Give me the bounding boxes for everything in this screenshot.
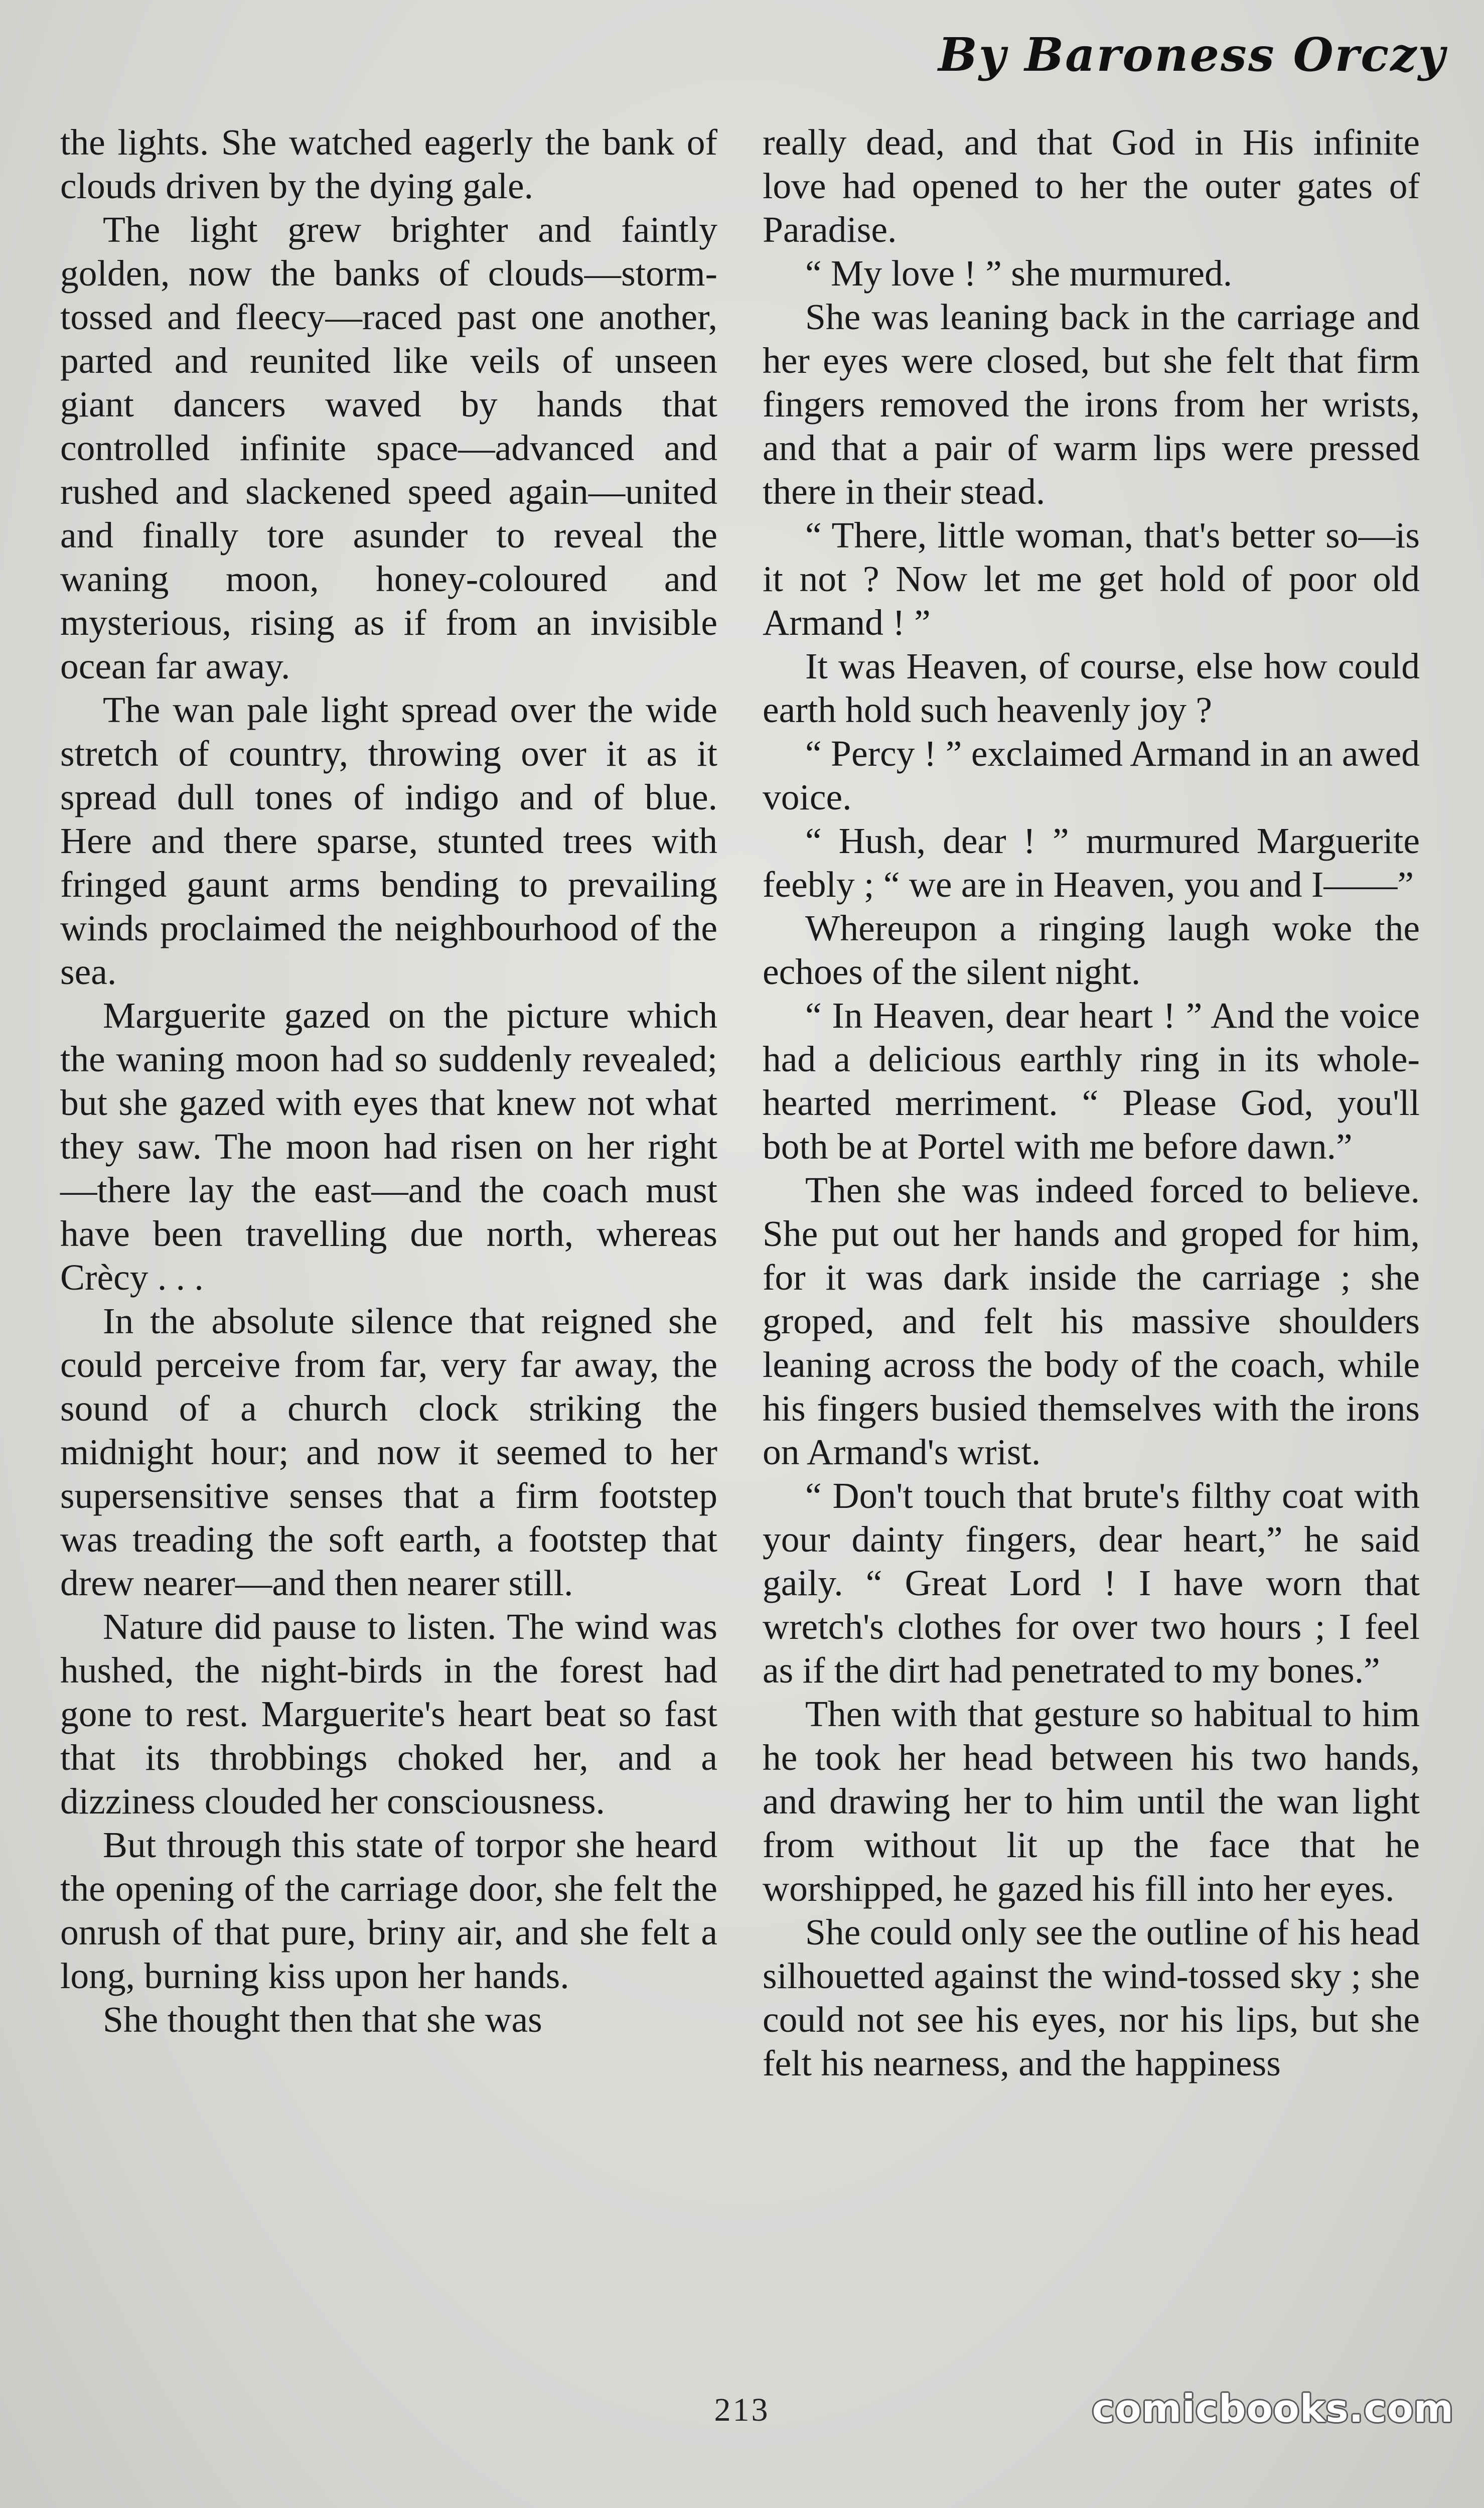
paragraph: Then she was indeed forced to believe. She put out her hands and groped for him, for it was dark inside the carriage ; she groped, and felt his massive shoulders leaning across the body of the coach, while his fingers busied themselves with the irons on Armand's wrist. bbox=[763, 1170, 1420, 1472]
paragraph: But through this state of torpor she heard the opening of the carriage door, she felt the onrush of that pure, briny air, and she felt a long, burning kiss upon her hands. bbox=[60, 1825, 717, 1996]
paragraph: “ There, little woman, that's better so—is it not ? Now let me get hold of poor old Armand ! ” bbox=[763, 515, 1420, 643]
author-byline: By Baroness Orczy bbox=[938, 28, 1446, 82]
paragraph: “ Percy ! ” exclaimed Armand in an awed voice. bbox=[763, 733, 1420, 817]
paragraph: It was Heaven, of course, else how could earth hold such heavenly joy ? bbox=[763, 646, 1420, 730]
paragraph: The wan pale light spread over the wide stretch of country, throwing over it as it spread dull tones of indigo and of blue. Here and there sparse, stunted trees with fringed gaunt arms bending to prevailing winds proclaimed the neighbourhood of the sea. bbox=[60, 689, 717, 992]
paragraph: Marguerite gazed on the picture which the waning moon had so suddenly revealed; but she gazed with eyes that knew not what they saw. The moon had risen on her right—there lay the east—and the coach must have been travelling due north, whereas Crècy . . . bbox=[60, 995, 717, 1298]
watermark: comicbooks.com bbox=[1092, 2386, 1454, 2431]
paragraph: She thought then that she was bbox=[103, 1999, 542, 2040]
page-number: 213 bbox=[714, 2392, 770, 2428]
paragraph: the lights. She watched eagerly the bank of clouds driven by the dying gale. bbox=[60, 122, 717, 206]
paragraph: “ My love ! ” she murmured. bbox=[805, 253, 1233, 294]
paragraph: She was leaning back in the carriage and her eyes were closed, but she felt that firm fingers removed the irons from her wrists, and that a pair of warm lips were pressed there in their stead. bbox=[763, 297, 1420, 512]
paragraph: Whereupon a ringing laugh woke the echoes of the silent night. bbox=[763, 908, 1420, 992]
paragraph: Then with that gesture so habitual to him he took her head between his two hands, and drawing her to him until the wan light from without lit up the face that he worshipped, he gazed his fill into her eyes. bbox=[763, 1694, 1420, 1909]
paragraph: “ Don't touch that brute's filthy coat with your dainty fingers, dear heart,” he said gaily. “ Great Lord ! I have worn that wretch's clothes for over two hours ; I feel as if the dirt had penetrated to my bones.” bbox=[763, 1475, 1420, 1691]
paragraph: She could only see the outline of his head silhouetted against the wind-tossed sky ; she could not see his eyes, nor his lips, but she felt his nearness, and the happiness bbox=[763, 1912, 1420, 2083]
paragraph: In the absolute silence that reigned she could perceive from far, very far away, the sound of a church clock striking the midnight hour; and now it seemed to her supersensitive senses that a firm footstep was treading the soft earth, a footstep that drew nearer—and then nearer still. bbox=[60, 1301, 717, 1603]
paragraph: really dead, and that God in His infinite love had opened to her the outer gates of Paradise. bbox=[763, 122, 1420, 250]
left-column bbox=[60, 120, 717, 2041]
paragraph: “ In Heaven, dear heart ! ” And the voice had a delicious earthly ring in its whole-hearted merriment. “ Please God, you'll both be at Portel with me before dawn.” bbox=[763, 995, 1420, 1167]
right-column bbox=[763, 120, 1420, 2085]
paragraph: The light grew brighter and faintly golden, now the banks of clouds—storm-tossed and fleecy—raced past one another, parted and reunited like veils of unseen giant dancers waved by hands that controlled infinite space—advanced and rushed and slackened speed again—united and finally tore asunder to reveal the waning moon, honey-coloured and mysterious, rising as if from an invisible ocean far away. bbox=[60, 209, 717, 686]
paragraph: Nature did pause to listen. The wind was hushed, the night-birds in the forest had gone to rest. Marguerite's heart beat so fast that its throbbings choked her, and a dizziness clouded her consciousness. bbox=[60, 1606, 717, 1822]
paragraph: “ Hush, dear ! ” murmured Marguerite feebly ; “ we are in Heaven, you and I——” bbox=[763, 820, 1420, 905]
